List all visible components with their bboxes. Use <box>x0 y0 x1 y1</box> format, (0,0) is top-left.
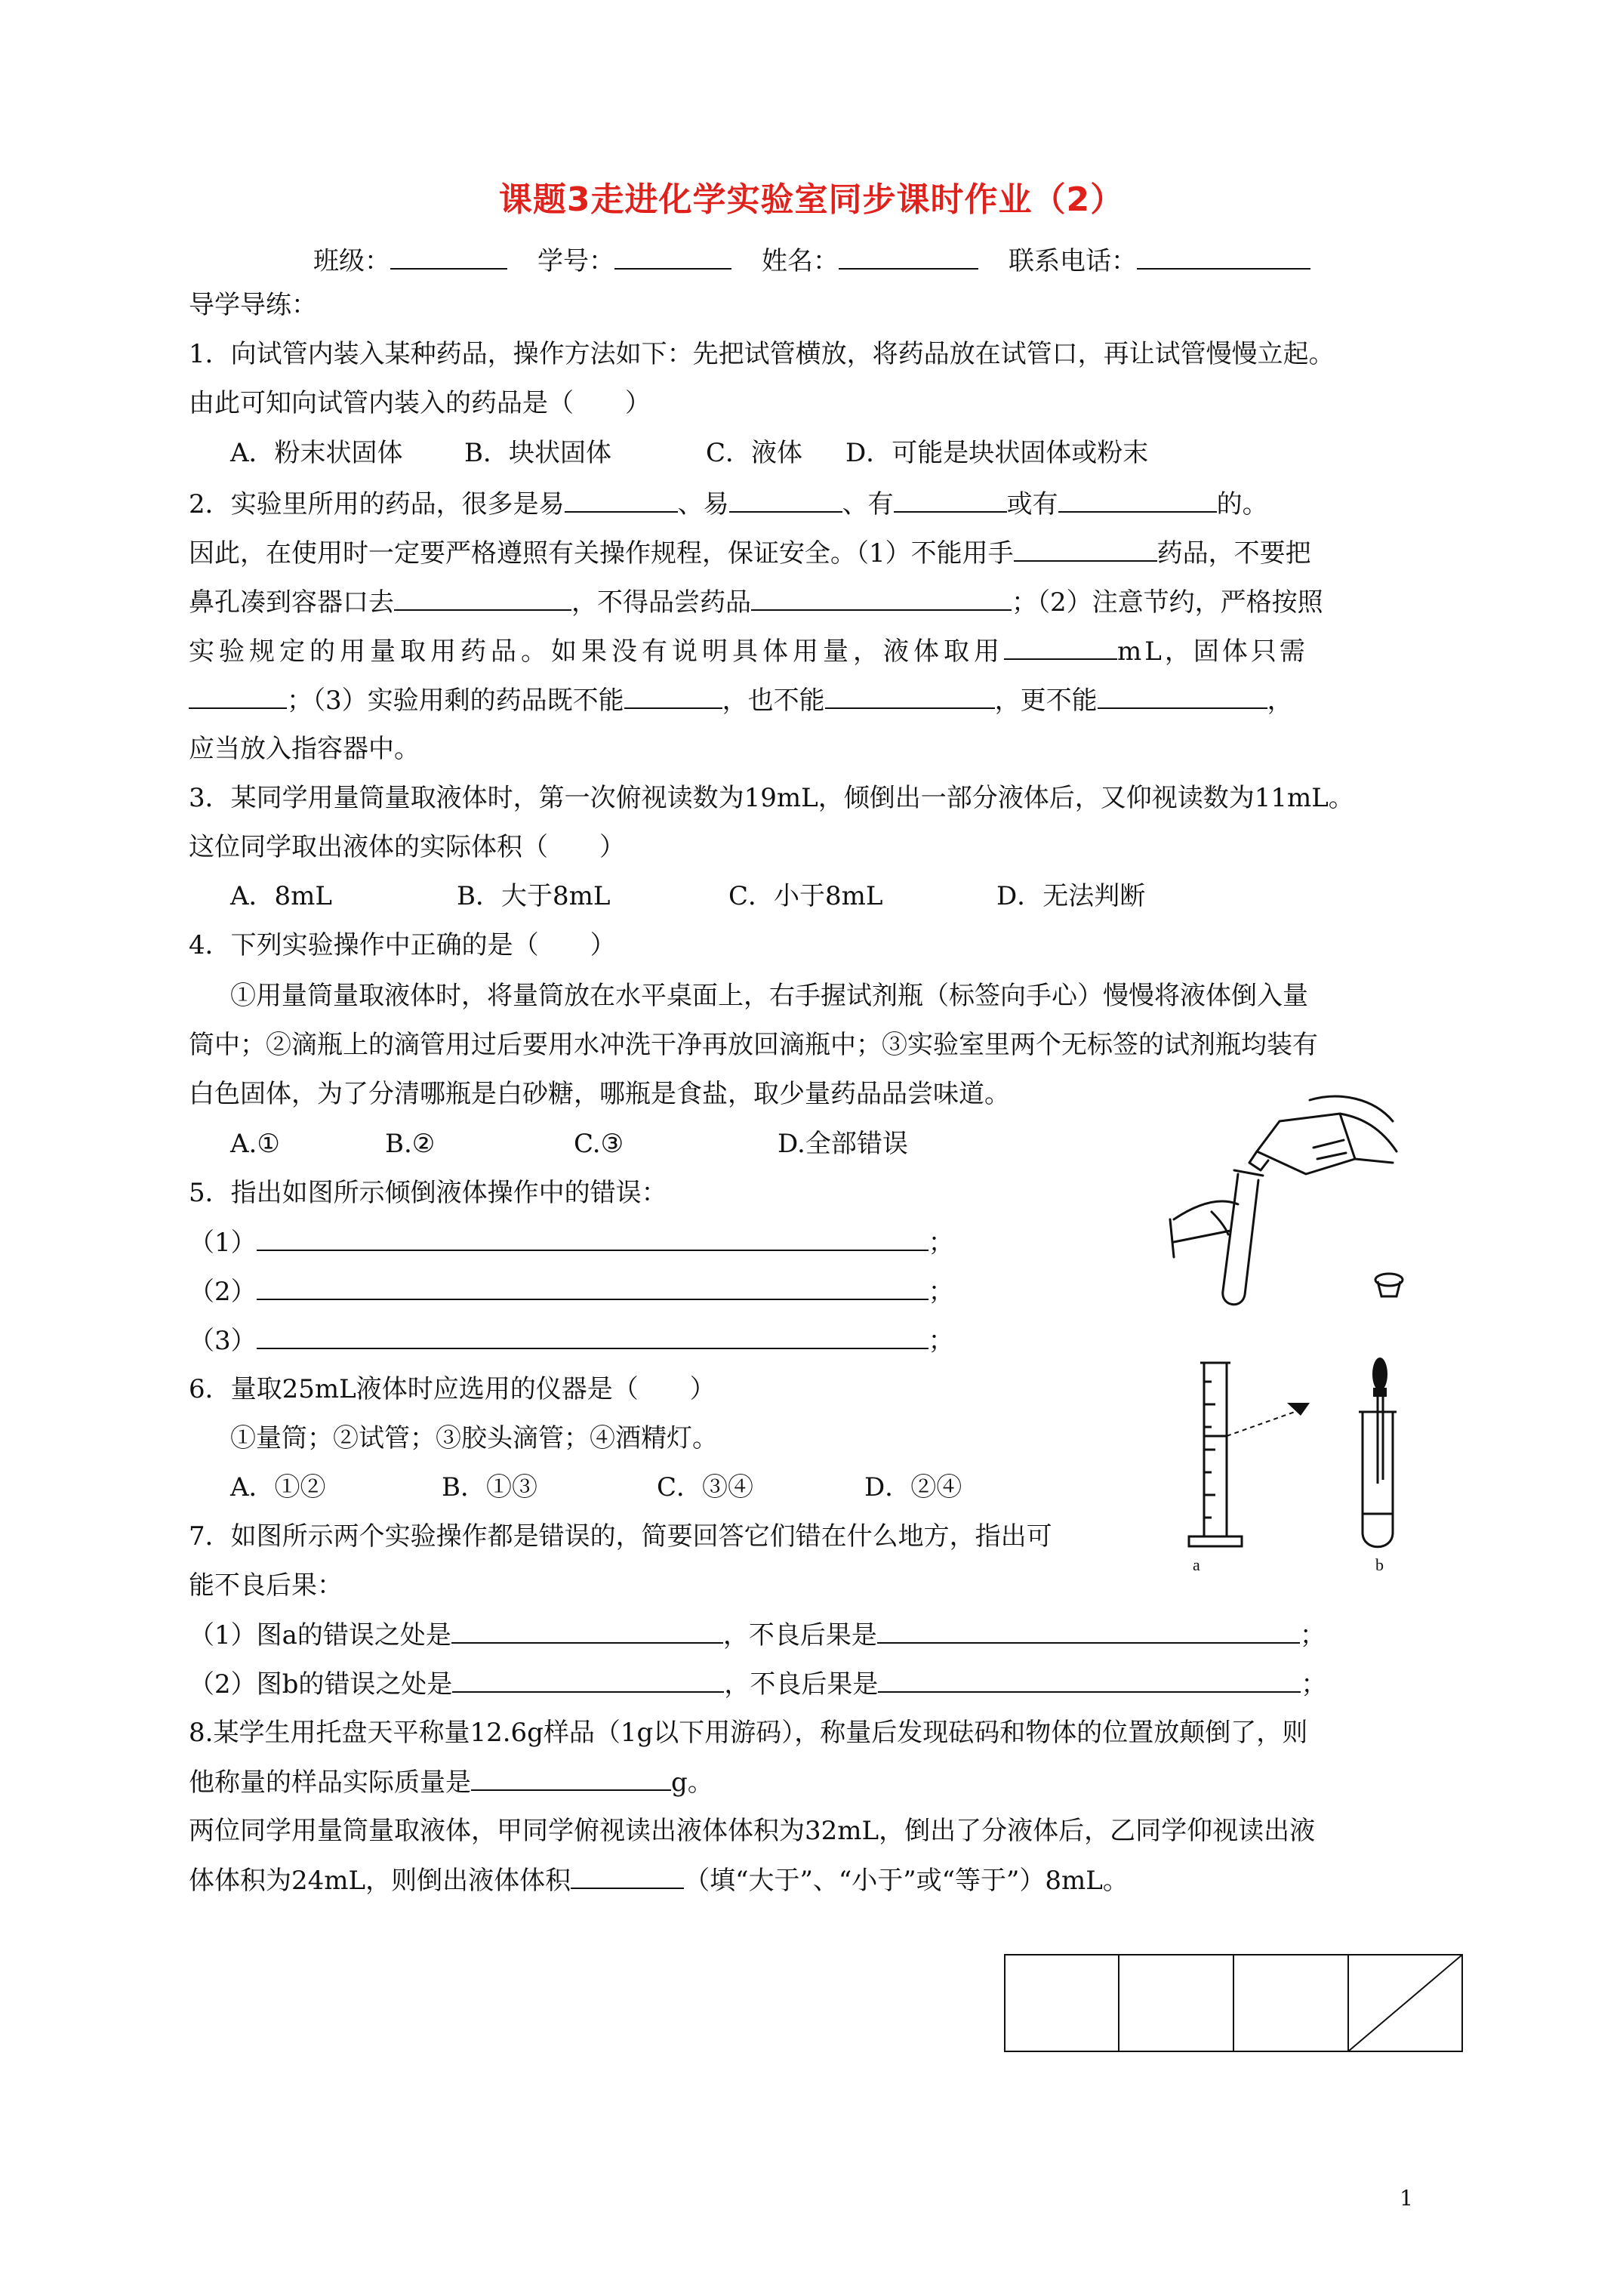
q8-line-4 <box>189 1863 1129 1897</box>
student-info-line <box>313 240 1310 277</box>
q2-text: ；（2）注意节约，严格按照 <box>1012 587 1323 618</box>
q2-blank-3[interactable] <box>894 487 1007 513</box>
q8-line-1: 8.某学生用托盘天平称量12.6g样品（1g以下用游码），称量后发现砝码和物体的位置放颠倒了，则 <box>189 1718 1308 1748</box>
q8-blank-2[interactable] <box>571 1863 684 1889</box>
q2-blank-1[interactable] <box>565 487 678 513</box>
q1-line-2: 由此可知向试管内装入的药品是（ ） <box>189 388 651 418</box>
q2-text: 的。 <box>1216 489 1268 519</box>
section-heading: 导学导练： <box>189 290 317 320</box>
q2-line-3 <box>189 585 1323 619</box>
q3-option-d[interactable]: D．无法判断 <box>996 881 1146 911</box>
q2-line-4 <box>189 634 1308 668</box>
q4-line-2: ①用量筒量取液体时，将量筒放在水平桌面上，右手握试剂瓶（标签向手心）慢慢将液体倒入量 <box>230 981 1308 1011</box>
test-tube-dropper-figure-b <box>1336 1351 1442 1578</box>
q5-answer-2 <box>189 1274 954 1308</box>
q2-blank-5[interactable] <box>1014 536 1157 562</box>
q1-line-1: 1．向试管内装入某种药品，操作方法如下：先把试管横放，将药品放在试管口，再让试管慢慢立起。 <box>189 339 1335 369</box>
figure-b-label: b <box>1375 1555 1384 1574</box>
q4-line-3: 筒中；②滴瓶上的滴管用过后要用水冲洗干净再放回滴瓶中；③实验室里两个无标签的试剂瓶均装有 <box>189 1030 1318 1060</box>
q4-option-a[interactable]: A.① <box>230 1129 280 1159</box>
q5-item-label: （2） <box>189 1277 257 1307</box>
q3-option-a[interactable]: A．8mL <box>230 881 333 911</box>
q2-text: 因此，在使用时一定要严格遵照有关操作规程，保证安全。（1）不能用手 <box>189 538 1014 569</box>
q1-option-a[interactable]: A．粉末状固体 <box>230 438 403 468</box>
q2-line-5 <box>189 683 1293 717</box>
q8-line-2 <box>189 1765 713 1799</box>
phone-label: 联系电话： <box>1009 246 1137 276</box>
q1-option-c[interactable]: C．液体 <box>706 438 803 468</box>
q1-options <box>230 436 1148 470</box>
q3-line-2: 这位同学取出液体的实际体积（ ） <box>189 832 625 862</box>
figure-a-label: a <box>1193 1555 1200 1574</box>
q8-blank-1[interactable] <box>471 1765 671 1791</box>
q7-line-1: 7．如图所示两个实验操作都是错误的，简要回答它们错在什么地方，指出可 <box>189 1521 1052 1552</box>
q4-line-1: 4．下列实验操作中正确的是（ ） <box>189 930 616 960</box>
q7-a-result-blank[interactable] <box>877 1618 1300 1644</box>
q8-text: g。 <box>671 1767 713 1798</box>
q7-end: ； <box>1299 1620 1326 1650</box>
q2-text: ，也不能 <box>722 686 825 716</box>
q7-b-error-blank[interactable] <box>452 1667 724 1693</box>
q2-blank-9[interactable] <box>189 683 287 709</box>
q4-line-4: 白色固体，为了分清哪瓶是白砂糖，哪瓶是食盐，取少量药品品尝味道。 <box>189 1079 1010 1109</box>
pouring-liquid-figure <box>1166 1091 1412 1318</box>
q2-text: 、有 <box>842 489 894 519</box>
q7-a-error-blank[interactable] <box>451 1618 723 1644</box>
q5-item-label: （1） <box>189 1228 257 1258</box>
q2-text: mL，固体只需 <box>1117 636 1308 667</box>
q7-b-result-blank[interactable] <box>878 1667 1301 1693</box>
q2-text: 、易 <box>677 489 729 519</box>
q2-text: ；（3）实验用剩的药品既不能 <box>287 686 624 716</box>
graduated-cylinder-figure-a <box>1174 1351 1310 1578</box>
q2-blank-6[interactable] <box>394 585 571 611</box>
page-number: 1 <box>1400 2186 1413 2211</box>
q8-text: （填“大于”、“小于”或“等于”）8mL。 <box>684 1866 1129 1896</box>
q2-blank-8[interactable] <box>1004 634 1117 660</box>
q4-options <box>230 1127 908 1160</box>
phone-field[interactable] <box>1137 244 1310 270</box>
q6-line-1: 6．量取25mL液体时应选用的仪器是（ ） <box>189 1374 716 1404</box>
q2-blank-2[interactable] <box>729 487 842 513</box>
q2-text: 药品，不要把 <box>1156 538 1311 569</box>
q2-line-2 <box>189 536 1311 570</box>
class-label: 班级： <box>313 246 390 276</box>
q5-blank-2[interactable] <box>257 1274 929 1300</box>
q2-text: ，不得品尝药品 <box>571 587 751 618</box>
q3-options <box>230 880 1145 913</box>
q5-answer-3 <box>189 1324 954 1358</box>
q6-option-d[interactable]: D．②④ <box>864 1472 962 1502</box>
q5-item-end: ； <box>928 1277 954 1307</box>
q5-item-end: ； <box>928 1326 954 1356</box>
q2-blank-12[interactable] <box>1098 683 1267 709</box>
q5-line-1: 5．指出如图所示倾倒液体操作中的错误： <box>189 1178 667 1208</box>
q2-line-6: 应当放入指容器中。 <box>189 734 420 764</box>
q7-answer-b <box>189 1667 1326 1701</box>
q7-end: ； <box>1301 1669 1327 1700</box>
q7-a-label: （1）图a的错误之处是 <box>189 1620 451 1650</box>
q5-blank-3[interactable] <box>257 1324 929 1349</box>
q2-text: 2．实验里所用的药品，很多是易 <box>189 489 565 519</box>
score-table <box>1004 1954 1463 2052</box>
name-field[interactable] <box>839 244 978 270</box>
q5-item-label: （3） <box>189 1326 257 1356</box>
q2-text: ， <box>1267 686 1293 716</box>
q6-options <box>230 1471 962 1504</box>
q3-option-b[interactable]: B．大于8mL <box>457 881 611 911</box>
q5-item-end: ； <box>928 1228 954 1258</box>
q2-blank-10[interactable] <box>624 683 722 709</box>
q5-blank-1[interactable] <box>257 1225 929 1251</box>
student-id-label: 学号： <box>537 246 614 276</box>
q5-answer-1 <box>189 1225 954 1259</box>
q8-text: 体体积为24mL，则倒出液体体积 <box>189 1866 571 1896</box>
q2-text: 实验规定的用量取用药品。如果没有说明具体用量，液体取用 <box>189 636 1004 667</box>
q7-line-2: 能不良后果： <box>189 1570 343 1601</box>
q7-answer-a <box>189 1618 1326 1652</box>
q2-blank-7[interactable] <box>751 585 1012 611</box>
q4-option-c[interactable]: C.③ <box>574 1129 624 1159</box>
q6-option-a[interactable]: A．①② <box>230 1472 326 1502</box>
q6-option-b[interactable]: B．①③ <box>442 1472 537 1502</box>
page-title: 课题3走进化学实验室同步课时作业（2） <box>498 180 1125 219</box>
q8-text: 他称量的样品实际质量是 <box>189 1767 471 1798</box>
q4-option-d[interactable]: D.全部错误 <box>778 1129 908 1159</box>
q7-b-label: （2）图b的错误之处是 <box>189 1669 453 1700</box>
q4-option-b[interactable]: B.② <box>385 1129 436 1159</box>
q2-blank-11[interactable] <box>825 683 995 709</box>
name-label: 姓名： <box>762 246 839 276</box>
q2-text: 或有 <box>1006 489 1058 519</box>
q3-option-c[interactable]: C．小于8mL <box>728 881 883 911</box>
q1-option-b[interactable]: B．块状固体 <box>464 438 611 468</box>
q8-line-3: 两位同学用量筒量取液体，甲同学俯视读出液体体积为32mL，倒出了分液体后，乙同学仰视读出液 <box>189 1816 1316 1846</box>
q1-option-d[interactable]: D．可能是块状固体或粉末 <box>845 438 1149 468</box>
student-id-field[interactable] <box>614 244 731 270</box>
q6-option-c[interactable]: C．③④ <box>657 1472 754 1502</box>
q3-line-1: 3．某同学用量筒量取液体时，第一次俯视读数为19mL，倾倒出一部分液体后，又仰视读数为11mL。 <box>189 783 1354 813</box>
class-field[interactable] <box>390 244 507 270</box>
q2-blank-4[interactable] <box>1058 487 1217 513</box>
q2-line-1 <box>189 487 1268 521</box>
q7-result-label: ，不良后果是 <box>724 1669 879 1700</box>
q2-text: ，更不能 <box>994 686 1098 716</box>
q6-line-2: ①量筒；②试管；③胶头滴管；④酒精灯。 <box>230 1423 718 1453</box>
q2-text: 鼻孔凑到容器口去 <box>189 587 394 618</box>
q7-result-label: ，不良后果是 <box>722 1620 877 1650</box>
